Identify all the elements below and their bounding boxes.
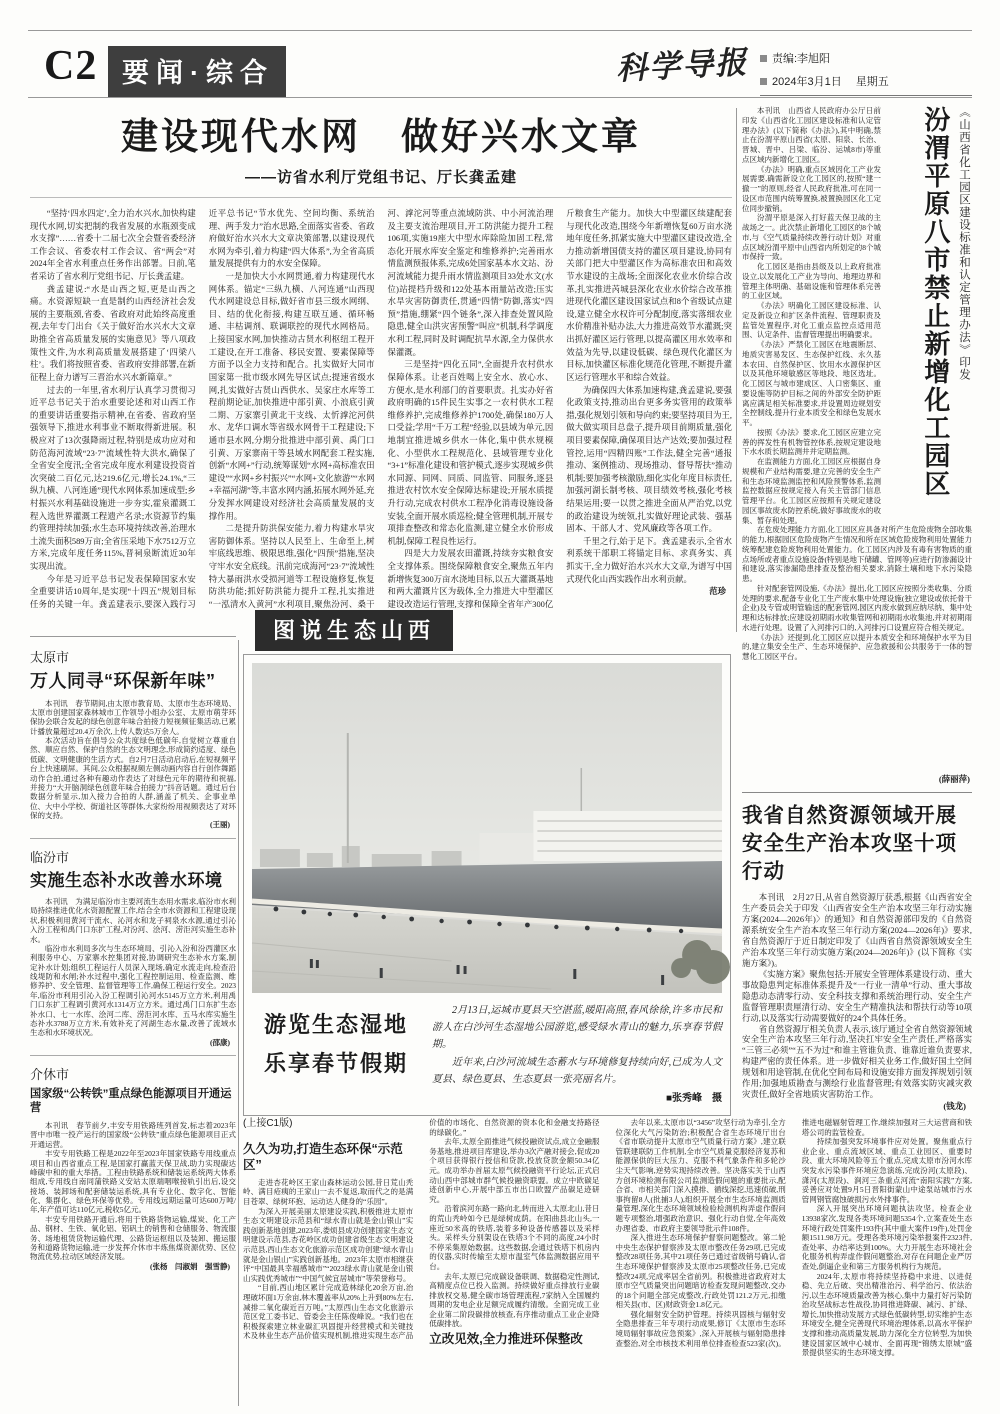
right-rail bbox=[742, 106, 972, 1112]
city-byline: (邵康) bbox=[210, 1037, 230, 1047]
chem-byline: (薛丽萍) bbox=[931, 774, 970, 785]
paragraph: 2024年,太原市将持续坚持稳中求进、以进促稳、先立后破、突出精准治污、科学治污、依法治污,以生态环境质量改善为核心,集中力量打好污染防治攻坚战标志性战役,协同推进降碳、减污、扩绿、增长,加快推动发展方式绿色低碳转型,切实维护生态环境安全,健全完善现代环境治理体系,以高水平保护支撑和推动高质量发展,助力深化全方位转型,为加快建设国家区域中心城市、全面再现“锦绣太原城”盛景提供坚实的生态环境支撑。 bbox=[801, 1271, 972, 1358]
resources-byline: (钱龙) bbox=[943, 1100, 966, 1111]
paragraph: 深入推进生态环境保护督察问题整改。第二轮中央生态保护督察涉及太原市整改任务29项,已完成整改28项任务,其中21项任务已通过省级销号确认,省生态环境保护督察涉及太原市25项整改任务,已完成整改24项,完成率居全省前列。积极推进省政府对太原市空气质量突出问题暗访检查发现问题整改,交办的18个问题全部完成整改,行政处罚121.2万元,扣缴相关县(市、区)财政资金1.8亿元。 bbox=[615, 1233, 786, 1310]
paragraph: 三是坚持“四化五同”,全面提升农村供水保障体系。让老百姓喝上安全水、放心水、方便水,是水利部门的首要职责。扎实办好省政府明确的15件民生实事之一农村供水工程维修养护,完成维修养护1700处,确保180万人口受益;学用“千万工程”经验,以县域为单元,因地制宜推进城乡供水一体化,集中供水规模化、小型供水工程规范化、县域管理专业化“3+1”标准化建设和管护模式,逐步实现城乡供水同源、同网、同质、同监管、同服务,逐县推进农村饮水安全保障达标建设;开展水质提升行动,完成农村供水工程净化消毒设施设备安装,全面开展水质巡检;健全管理机制,开展专项排查整改和常态化监测,建立健全水价形成机制,保障工程良性运行。 bbox=[387, 360, 554, 546]
editor-name: 责编:李旭阳 bbox=[772, 53, 831, 65]
photo-caption-area bbox=[252, 993, 722, 1107]
paragraph: 为确保四大体系加速构建,龚孟建说,要强化政策支持,推动出台更多务实管用的政策举措,强化规划引领和导向约束;要坚持项目为王,做大做实项目总盘子,提升项目前期质量,强化项目要素保障,确保项目达产达效;要加强过程管控,运用“四精四账”工作法,健全完善“通报推动、案例推动、现场推动、督导帮扶”推动机制;要加强考核激励,细化实化年度目标责任,加强河湖长制考核、项目绩效考核,强化考核结果运用;要一以贯之推进全面从严治党,以党的政治建设为统领,扎实做好理论武装、强基固本、干部人才、党风廉政等各项工作。 bbox=[566, 385, 732, 534]
paragraph: 本刊讯 山西省人民政府办公厅日前印发《山西省化工园区建设标准和认定管理办法》(以下简称《办法》),其中明确,禁止在汾渭平原山西省(太原、阳泉、长治、晋城、晋中、吕梁、临汾、运城8市)等重点区域内新增化工园区。 bbox=[742, 106, 881, 164]
city-kicker: 介休市 bbox=[30, 1067, 70, 1082]
city-headline: 实施生态补水改善水环境 bbox=[30, 870, 223, 890]
vertical-headline-block bbox=[886, 106, 972, 506]
chem-kicker: 《山西省化工园区建设标准和认定管理办法》印发 bbox=[958, 106, 970, 381]
paragraph: 本刊讯 春节期间,由太原市教育局、太原市生态环境局、太原市创建国家森林城市工作领导小组办公室、太原市萌芽环保协会联合发起的绿色创意年味合拍接力短视频征集活动,已累计播放量超过20.4万余次,上传人数达5万余人。 bbox=[30, 698, 236, 736]
city-kicker: 太原市 bbox=[30, 650, 70, 665]
paragraph: 二是提升防洪保安能力,着力构建水旱灾害防御体系。坚持以人民至上、生命至上,树牢底线思维、极限思维,强化“四预”措施,坚决守牢水安全底线。汛前完成海河“23·7”流域性特大暴雨洪水受损河道等工程设施修复,恢复防洪功能;抓好防洪能力提升工程,扎实推进“一泓清水入黄河”水利项目,聚焦汾河、桑干河、滹沱河等重点流域防洪、中小河流治理及主要支流治理项目,开工防洪能力提升工程106项,实施19座大中型水库除险加固工程,常态化开展水库安全鉴定和维修养护;完善雨水情监测预报体系,完成6处国家基本水文站、汾河流域能力提升雨水情监测项目33处水文(水位)站提档升级和122处基本雨量站改造;压实水旱灾害防御责任,贯通“四情”防御,落实“四预”措施,绷紧“四个链条”,深入排查处置风险隐患,健全山洪灾害预警“叫应”机制,科学调度水利工程,同时及时调配抗旱水源,全力保供水保灌溉。 bbox=[208, 209, 554, 609]
publication-weekday: 星期五 bbox=[855, 76, 889, 88]
paragraph: 《办法》明确化工园区建设标准、认定及新设立和扩区条件流程、管理职责及监管处置程序,对化工重点监控点适用范围、认定条件、监督管理提出明确要求。 bbox=[742, 301, 881, 340]
section-title: 要闻·综合 bbox=[108, 46, 286, 97]
paragraph: 沿着滨河东路一路向北,转而进入太原北山,昔日的荒山秃岭如今已是绿树成荫。在阳曲县北山头,一座近50米高的铁塔,装着多种设备传感器以及采样头。采样头分别架设在铁塔3个不同的高度,24小时不停采集原始数据。这些数据,会通过铁塔下机房内的仪器,实时传输至太原市温室气体监测数据应用平台。 bbox=[429, 1204, 600, 1271]
paragraph: 为深入开展美丽太原建设实践,积极推进太原市生态文明建设示范县和“绿水青山就是金山银山”实践创新基地创建,2023年,娄烦县成功创建国家生态文明建设示范县,杏花岭区成功创建省级生态文明建设示范县,西山生态文化旅游示范区成功创建“绿水青山就是金山银山”实践创新基地。2023年太原市相继获评“中国最具幸福感城市”“2023绿水青山就是金山银山实践优秀城市”“中国气候宜居城市”等荣誉称号。 bbox=[243, 1206, 414, 1283]
resources-paragraphs bbox=[742, 893, 972, 1101]
section-divider bbox=[30, 838, 236, 839]
city-body bbox=[30, 897, 236, 1047]
photo-caption-text bbox=[432, 1002, 722, 1107]
square-bullet-icon bbox=[760, 55, 767, 62]
paragraph: 四是大力发展农田灌溉,持续夯实粮食安全支撑体系。围绕保障粮食安全,聚焦五年内新增恢复300万亩水浇地目标,以五大灌溉基地和两大灌溉片区为载体,全力推进大中型灌区建设改造运行管理,支撑和保障全省年产300亿斤粮食生产能力。加快大中型灌区续建配套与现代化改造,围绕今年新增恢复60万亩水浇地年度任务,抓紧实施大中型灌区建设改造,全力推动新增国债支持的灌区项目建设,协同有关部门把大中型灌区作为高标准农田和高效节水建设的主战场;全面深化农业水价综合改革,扎实推进芮城县深化农业水价综合改革推进现代化灌区建设国家试点和8个省级试点建设,建立健全水权许可分配制度,落实落细农业水价精准补贴办法,大力推进高效节水灌溉;突出抓好灌区运行管理,以提高灌区用水效率和效益为先导,以建设低碳、绿色现代化灌区为目标,加快灌区标准化规范化管理,不断提升灌区运行管理水平和综合效益。 bbox=[387, 209, 732, 609]
resources-article bbox=[742, 802, 972, 1112]
paragraph: 强化辐射安全防护管理。持续巩固核与辐射安全隐患排查三年专项行动成果,修订《太原市生态环境局辐射事故应急预案》,深入开展核与辐射隐患排查整治,对全市核技术利用单位排查检查523家(次)。推进电磁辐射管理工作,继续加强对三大运营商和铁塔公司的监管检查。 bbox=[615, 1118, 972, 1348]
paragraph: 持续加强突发环境事件应对处置。聚焦重点行业企业、重点流域区域、重点工业园区、重要时段、重大环境风险等五个重点,完成太原市汾河水库突发水污染事件环境应急演练,完成汾河(太原段)、潇河(太原段)、涧河三条重点河流“南阳实践”方案,妥善应对处置9月5日晋阳街蒙山中途泵站城市污水管网钢管腐蚀破损污水外排事件。 bbox=[801, 1137, 972, 1204]
article-divider bbox=[742, 792, 972, 793]
paragraph: 《实施方案》聚焦包括:开展安全管理体系建设行动、重大事故隐患判定标准体系提升及“一行业一清单”行动、重大事故隐患动态清零行动、安全科技支撑和系统治理行动、安全生产监督管理职责厘清行动、安全生产精准执法和帮扶行动等10项行动,以及落实行动需要做好的24个具体任务。 bbox=[742, 969, 972, 1023]
photo-story bbox=[243, 610, 731, 1116]
paragraph: “坚持‘四水四定’,全力治水兴水,加快构建现代水网,切实把制约我省发展的水瓶颈变成水支撑”……省委十二届七次全会暨省委经济工作会议、省委农村工作会议、省“两会”对2024年全省水利重点任务作出部署。日前,笔者采访了省水利厅党组书记、厅长龚孟建。 bbox=[30, 209, 196, 282]
city-kicker: 临汾市 bbox=[30, 849, 70, 865]
paragraph: 丰安专用铁路开通后,将用于铁路货物运输,煤炭、化工产品、钢材、生铁、氧化铝、铝矾土的销售和仓储服务、物流服务、场地租赁货物运输代理、公路货运枢纽以及装卸、搬运服务和道路货物运输,进一步发挥介休市丰炼焦煤资源优势、区位物流优势,拉动区域经济发展。 bbox=[30, 1214, 236, 1262]
photo-title bbox=[252, 1006, 420, 1107]
photo-title-line1: 游览生态湿地 bbox=[263, 1012, 408, 1037]
paragraph: 汾渭平原是深入打好蓝天保卫战的主战场之一。此次禁止新增化工园区的8个城市,与《空气质量持续改善行动计划》对重点区域汾渭平原中山西省内所划定的8个城市保持一致。 bbox=[742, 213, 881, 262]
city-headline: 国家级“公转铁”重点绿色能源项目开通运营 bbox=[30, 1088, 232, 1114]
city-section-jiexiu bbox=[30, 1064, 236, 1271]
continuation-paragraphs-2 bbox=[616, 1118, 973, 1358]
date-row bbox=[760, 73, 972, 96]
paragraph: 在监测能力方面,化工园区应根据自身规模和产业结构需要,建立完善的安全生产和生态环境监测监控和风险预警体系,监测监控数据应按规定接入有关主管部门信息管理平台。化工园区应按照有关规定建设园区事故废水防控系统,做好事故废水的收集、暂存和处理。 bbox=[742, 457, 881, 525]
lead-headline: 建设现代水网 做好兴水文章 bbox=[121, 116, 641, 157]
paragraph: 在危废处理能力方面,化工园区应具备对所产生危险废物全部收集的能力,根据园区危险废物产生情况和所在区域危险废物利用处置能力统筹配建危险废物利用处置能力。化工园区内涉及有毒有害物质的重点场所或者重点设施设备(特别是地下储罐、管网等)应进行防渗漏设计和建设,落实渗漏隐患排查及整治相关要求,消除土壤和地下水污染隐患。 bbox=[742, 525, 972, 583]
photo-banner: 图说生态山西 bbox=[255, 610, 453, 651]
city-byline: (张杨 闫淑娟 强雪静) bbox=[150, 1261, 230, 1271]
lead-body bbox=[30, 208, 732, 650]
header-bottom-rule bbox=[28, 97, 972, 98]
paragraph: 按照《办法》要求,化工园区应建立完善的挥发性有机物管控体系,按规定建设地下水水质长期监测井并定期监测。 bbox=[742, 427, 881, 457]
city-section-linfen bbox=[30, 847, 236, 1047]
square-bullet-icon bbox=[760, 78, 767, 85]
lead-byline: 范珍 bbox=[709, 587, 726, 597]
city-paragraphs bbox=[30, 1121, 236, 1262]
city-paragraphs bbox=[30, 699, 236, 821]
paragraph: 龚孟建说:“水是山西之短,更是山西之痛。水资源短缺一直是制约山西经济社会发展的主要瓶颈,省委、省政府对此始终高度重视,去年专门出台《关于做好治水兴水大文章助推全省高质量发展的实施意见》等八项政策性文件,为水利高质量发展搭建了‘四梁八柱’。我们将按照省委、省政府安排部署,在新征程上奋力谱写三晋治水兴水新篇章。” bbox=[30, 284, 196, 382]
continuation-note: (上接C1版) bbox=[243, 1118, 293, 1129]
city-headline: 万人同寻“环保新年味” bbox=[30, 671, 216, 691]
header-top-rule bbox=[28, 30, 972, 31]
section-divider bbox=[30, 1055, 236, 1056]
page-edition: C2 bbox=[44, 43, 98, 89]
paragraph: 省自然资源厅相关负责人表示,该厅通过全省自然资源领域安全生产治本攻坚三年行动,坚决扛牢安全生产责任,严格落实“三管三必须”“五不为过”和谁主管谁负责、谁靠近谁负责要求,构建严密的责任体系。进一步做好相关业务工作,做好国土空间规划和用途管制,在优化空间布局和设施安排方面发挥规划引领作用;加强地质勘查与测绘行业监督管理;有效落实防灾减灾救灾责任,做好全省地质灾害防治工作。 bbox=[742, 1024, 972, 1100]
lead-paragraphs bbox=[30, 208, 732, 612]
paragraph: 《办法》明确,重点区域因化工产业发展需要,确需新设立化工园区的,按照“建一撤一”的原则,经省人民政府批准,可在同一设区市范围内统筹置换,被置换园区化工定位同步撤销。 bbox=[742, 164, 881, 213]
paragraph: 针对配套管网设施,《办法》提出,化工园区应按照分类收集、分质处理的要求,配备专业化工生产废水集中处理设施(独立建设或依托骨干企业)及专管或明管输送的配套管网,园区内废水做到应纳尽纳、集中处理和达标排放;应建设初期雨水收集管网和初期雨水收集池,并对初期雨水进行处理。设置了入河排污口的,入河排污口设置应符合相关规定。 bbox=[742, 583, 972, 632]
paragraph: 丰安专用铁路工程是2022年至2023年国家铁路专用线重点项目和山西省重点工程,是国家打赢蓝天保卫战,助力实现碳达峰碳中和的重大举措。工程由铁路系统和储装运系统两大体系组成,专用线自南同蒲铁路义安站太原端咽喉接轨引出后,设交接场、装卸场和配套储装运系统,具有专业化、数字化、智能化、集群化、绿色环保等优势。专用线远期运量可达600万吨/年,年产值可达110亿元,税收5亿元。 bbox=[30, 1149, 236, 1215]
column-rule bbox=[238, 640, 239, 1406]
paragraph: 临汾市水利局多次与生态环境局、引沁入汾和汾西灌区水利服务中心、万家寨水控集团对接,协调研究生态补水方案,制定补水计划;组织工程运行人员深入现场,确定水流走向,检查沿线堤防和水闸;补水过程中,强化工程控制运用、检查监测、维修养护、安全管理、监督管理等工作,确保工程运行安全。2023年,临汾市利用引沁入汾工程调引沁河水5145万立方米,利用禹门口东扩工程调引黄河水1314万立方米。通过禹门口东扩生态补水口、七一水库、浍河二库、涝洰河水库、五马水库实施生态补水3788万立方米,有效补充了河湖生态水量,改善了流域水生态和水环境状况。 bbox=[30, 943, 236, 1038]
paragraph: 2月13日,运城市夏县天空湛蓝,暖阳高照,春风徐徐,许多市民和游人在白沙河生态湿地公园游览,感受绿水青山的魅力,乐享春节假期。 bbox=[432, 1005, 722, 1051]
city-byline: (王丽) bbox=[210, 820, 230, 830]
paragraph: 去年,太原已完成碳设备联调、数据稳定性测试,高精度点位已投入监测。持续做好重点排放行业碳排放权交易,健全碳市场管理流程,7家纳入全国履约周期的发电企业足额完成履约清缴。全面完成工业企业第二阶段碳排放核查,有序推动重点工业企业降低碳排放。 bbox=[429, 1271, 600, 1329]
publication-info bbox=[760, 50, 972, 103]
paragraph: 《办法》严禁化工园区在地震断层、地质灾害易发区、生态保护红线、永久基本农田、自然保护区、饮用水水源保护区以及其他环境敏感区等地段、地区选址。化工园区与城市建成区、人口密集区、重要设施等防护目标之间的外部安全防护距离应满足相关标准要求,并设置周边规划安全控制线,提升行业本质安全和绿色发展水平。 bbox=[742, 340, 881, 427]
continuation-subhead-2: 立改见效,全力推进环保整改 bbox=[429, 1332, 583, 1347]
chem-headline: 汾渭平原八市禁止新增化工园区 bbox=[920, 106, 951, 498]
paragraph: 本刊讯 春节前夕,丰安专用铁路班列首发,标志着2023年晋中市唯一投产运行的国家级“公转铁”重点绿色能源项目正式开通运营。 bbox=[30, 1121, 236, 1149]
paragraph: 深入开展突出环境问题执法攻坚。检查企业13938家次,发现各类环境问题5354个,立案查处生态环境行政处罚案件193件(其中重大案件19件),处罚金额1511.98万元。受理各类环境污染举报案件2323件,查处率、办结率达到100%。大力开展生态环境社会化服务机构弄虚作假问题整治,对存在问题企业严厉查处,倒逼企业和第三方服务机构行为规范。 bbox=[801, 1204, 972, 1271]
paragraph: 本刊讯 为满足临汾市主要河流生态用水需求,临汾市水利局持续推进优化水资源配置工作,结合全市水资源和工程建设现状,积极利用黄河干流水、沁河水和龙子祠泉水水源,通过引沁入汾工程和禹门口东扩工程,对汾河、浍河、涝洰河实施生态补水。 bbox=[30, 897, 236, 944]
masthead-logo: 科学导报 bbox=[615, 44, 750, 88]
photo-credit: ■张秀峰 摄 bbox=[665, 1092, 722, 1104]
caption-paragraphs bbox=[432, 1002, 722, 1088]
column-rule bbox=[736, 108, 737, 632]
paragraph: 去年,太原全面推进气候投融资试点,成立金融服务基地,推进项目库建设,举办3次产融对接会,促成20个项目获得银行授信和贷款,投放贷款金额50.34亿元。成功举办首届太原气候投融资平行论坛,正式启动山西中部城市群气候投融资联盟。成立中欧碳足迹创新中心,开展中部五市出口欧盟产品碳足迹研究。 bbox=[429, 1137, 600, 1204]
lead-article bbox=[30, 106, 732, 650]
paragraph: 走进杏花岭区王家山森林运动公园,昔日荒山秃岭、满目疮痍的王家山一去不复返,取而代之的是满目苍翠、绿树环抱、运动达人健身的“乐园”。 bbox=[243, 1177, 414, 1206]
paragraph: 过去的一年里,省水利厅认真学习贯彻习近平总书记关于治水重要论述和对山西工作的重要讲话重要指示精神,在省委、省政府坚强领导下,推进水利事业不断取得新进展。积极应对了13次强降雨过程,特别是成功应对和防范海河流域“23·7”流域性特大洪水,确保了全省安全度汛;全省完成年度水利建设投资首次突破二百亿元,达219.6亿元,增长24.1%,“三纵九横、八河连通”现代水网体系加速成型;乡村振兴水利基础设施进一步夯实,霍泉灌溉工程入选世界灌溉工程遗产名录;水资源节约集约管理持续加强;水生态环境持续改善,治理水土流失面积589万亩;全省压采地下水7512万立方米,完成年度任务115%,晋祠泉断流近30年实现出流。 bbox=[30, 385, 196, 572]
city-section-taiyuan bbox=[30, 647, 236, 830]
paragraph: 今年是习近平总书记发表保障国家水安全重要讲话10周年,是实现“十四五”规划目标任务的关键一年。龚孟建表示,要深入践行习近平总书记“节水优先、空间均衡、系统治理、两手发力”治水思路,全面落实省委、省政府做好治水兴水大文章决策部署,以建设现代水网为牵引,着力构建“四大体系”,为全省高质量发展提供有力的水安全保障。 bbox=[30, 209, 375, 609]
city-paragraphs bbox=[30, 897, 236, 1038]
city-body bbox=[30, 699, 236, 830]
resources-headline-line2: 安全生产治本攻坚十项行动 bbox=[742, 832, 957, 883]
continuation-article bbox=[243, 1118, 972, 1406]
paragraph: 化工园区是指由县级及以上政府批准设立,以发展化工产业为导向、地理边界和管理主体明确、基础设施和管理体系完善的工业区域。 bbox=[742, 262, 881, 301]
paragraph: “目前,西山地区累计完成造林绿化20余万亩,治理破坏面1万余亩,林木覆盖率从20%上升到80%左右,减排二氧化碳近百万吨。”太原西山生态文化旅游示范区党工委书记、管委会主任陈俊峰说。“我们也在积极探索建立林业碳汇巩固提升经营模式和关键技术及林业生态产品价值实现机制,推进实现生态产品价值的市场化、自然资源的资本化和金融支持路径的绿碳化。” bbox=[243, 1118, 600, 1341]
city-body bbox=[30, 1121, 236, 1271]
paragraph: 千里之行,始于足下。龚孟建表示,全省水利系统干部职工将锚定目标、求真务实、真抓实干,全力做好治水兴水大文章,为谱写中国式现代化山西实践作出水利贡献。 bbox=[566, 536, 732, 584]
resources-headline bbox=[742, 802, 972, 885]
photo-title-line2: 乐享春节假期 bbox=[263, 1050, 408, 1076]
paragraph: 本次活动旨在倡导公众共度绿色低碳年,自觉树立尊重自然、顺应自然、保护自然的生态文明理念,形成简约适度、绿色低碳、文明健康的生活方式。自2月7日活动启动后,在短视频平台上快速刷屏。其间,公众根据视频左侧动画内容自行创作舞蹈动作合拍,通过各种有趣动作表达了对绿色元年的期待和祝福,并接力“大开脑洞绿色创意年味合拍接力”抖音话题。通过后台数据分析显示,加入接力合拍的人群,涵盖了机关、企事业单位、大中小学校、街道社区等群体,大家纷纷用视频表达了对环保的支持。 bbox=[30, 736, 236, 820]
lead-subhead: ——访省水利厅党组书记、厅长龚孟建 bbox=[30, 166, 732, 198]
paragraph: 近年来,白沙河流域生态蓄水与环境修复持续向好,已成为人文夏县、绿色夏县、生态夏县一张亮丽名片。 bbox=[432, 1056, 722, 1085]
editor-row bbox=[760, 50, 972, 66]
chemical-park-article bbox=[742, 106, 972, 785]
publication-date: 2024年3月1日 bbox=[772, 76, 842, 88]
resources-headline-line1: 我省自然资源领域开展 bbox=[742, 804, 957, 828]
paragraph: 去年以来,太原市以“3456”攻坚行动为牵引,全方位深化大气污染防治;积极配合省生态环境厅出台《省市联动提升太原市空气质量行动方案》,建立联管联建联防工作机制,全市空气质量克服经济复苏和能源保供的巨大压力、克服不利气象条件和多轮沙尘天气影响,逆势实现持续改善。坚决落实关于山西方创环境检测有限公司监测造假问题的重要批示,配合省、市相关部门深入摸排、循线深挖,迅速侦破,刑事拘留8人(批捕3人),组织开展全市生态环境监测质量管理,深化生态环境领域检验检测机构弄虚作假问题专项整治,增强政治意识、强化行动自觉,全年高效办理省委、市政府主要领导批示件108件。 bbox=[615, 1118, 786, 1233]
paragraph: 一是加快大小水网贯通,着力构建现代水网体系。锚定“三纵九横、八河连通”山西现代水网建设总目标,做好省市县三级水网纲、目、结的优化衔接,构建互联互通、循环畅通、丰枯调剂、联调联控的现代水网格局。上接国家水网,加快推动古贤水利枢纽工程开工建设,在开工准备、移民安置、要素保障等方面予以全力支持和配合。扎实做好大同市国家第一批市级水网先导区试点;提速省级水网,扎实做好古贤山西供水、吴家庄水库等工程前期论证,加快推进中部引黄、小浪底引黄二期、万家寨引黄北干支线、太忻滹沱河供水、龙华口调水等省级水网骨干工程建设;下通市县水网,分期分批推进中部引黄、禹门口引黄、万家寨南干等县域水网配套工程实施,创新“水网+”行动,统筹谋划“水网+高标准农田建设”“水网+乡村振兴”“水网+文化旅游”“水网+幸福河湖”等,丰富水网内涵,拓展水网外延,充分发挥水网建设对经济社会高质量发展的支撑作用。 bbox=[208, 272, 375, 521]
paragraph: 本刊讯 2月27日,从省自然资源厅获悉,根据《山西省安全生产委员会关于印发〈山西省安全生产治本攻坚三年行动实施方案(2024—2026年)〉的通知》和自然资源部印发的《自然资源系统安全生产治本攻坚三年行动方案(2024—2026年)》要求,省自然资源厅于近日制定印发了《山西省自然资源领域安全生产治本攻坚三年行动实施方案(2024—2026年)》(以下简称《实施方案》)。 bbox=[742, 893, 972, 968]
continuation-subhead-1: 久久为功,打造生态环保“示范区” bbox=[243, 1141, 403, 1172]
wetland-park-photo bbox=[252, 663, 722, 993]
photo-frame bbox=[243, 654, 731, 1116]
city-briefs-rail bbox=[30, 636, 236, 1414]
paragraph: 《办法》还提到,化工园区应以提升本质安全和环境保护水平为目的,建立集安全生产、生态环境保护、应急救援和公共服务于一体的智慧化工园区平台。 bbox=[742, 632, 972, 661]
